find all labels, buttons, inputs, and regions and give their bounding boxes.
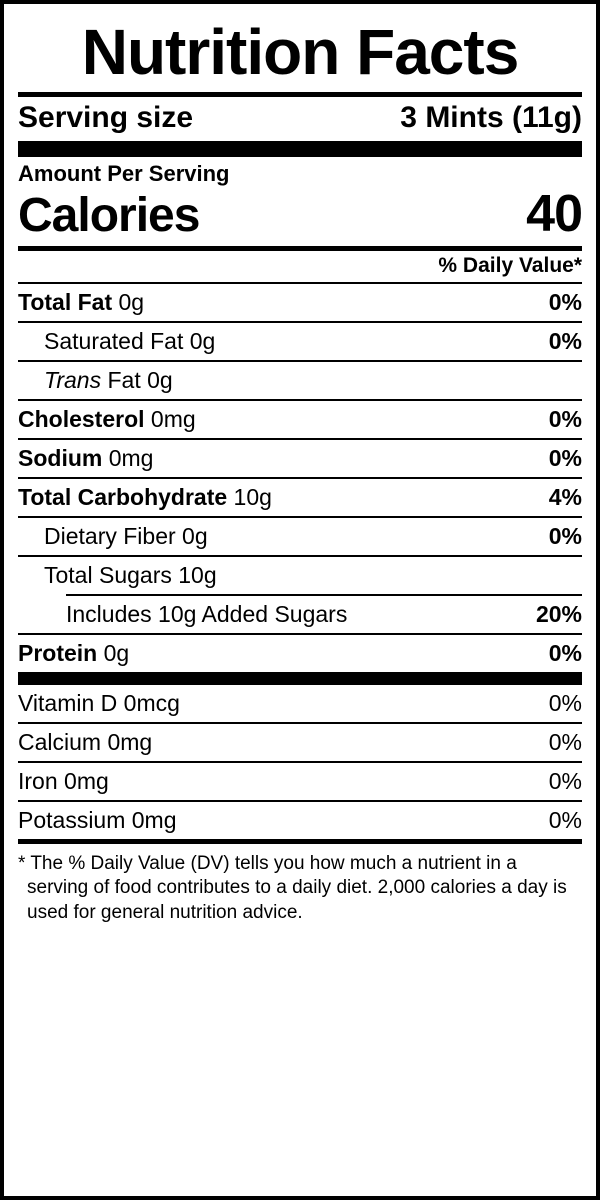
nutrient-amount-total-fat: 0g	[118, 288, 145, 315]
divider-thick-top	[18, 141, 582, 157]
nutrient-name-trans-fat	[44, 367, 173, 394]
vitamin-name-calcium: Calcium 0mg	[18, 728, 153, 755]
nutrient-label-trans: Trans	[44, 366, 102, 393]
vitamin-row-iron	[18, 761, 582, 800]
nutrient-amount-dietary-fiber: 0g	[182, 522, 208, 549]
divider-thick-vitamins	[18, 672, 582, 685]
nutrient-name-sodium	[18, 445, 153, 472]
nutrient-row-added-sugars	[66, 594, 582, 633]
nutrient-dv-dietary-fiber: 0%	[548, 522, 582, 549]
vitamin-dv-iron: 0%	[548, 767, 582, 794]
nutrient-dv-cholesterol: 0%	[548, 405, 582, 432]
nutrient-row-protein	[18, 633, 582, 672]
nutrient-dv-total-carbohydrate: 4%	[548, 483, 582, 510]
nutrient-row-total-sugars	[18, 555, 582, 594]
nutrient-label-cholesterol: Cholesterol	[18, 405, 145, 432]
nutrient-label-sodium: Sodium	[18, 444, 103, 471]
nutrient-amount-saturated-fat: 0g	[189, 327, 216, 354]
nutrient-dv-total-fat: 0%	[548, 288, 582, 315]
serving-size-label: Serving size	[18, 101, 194, 134]
serving-size-value: 3 Mints (11g)	[400, 101, 582, 134]
nutrient-amount-total-carbohydrate: 10g	[233, 483, 272, 510]
daily-value-header: % Daily Value*	[438, 253, 582, 277]
nutrient-name-dietary-fiber	[44, 523, 208, 550]
calories-label: Calories	[18, 189, 200, 243]
nutrient-row-sodium	[18, 438, 582, 477]
nutrient-label-total-sugars: Total Sugars	[44, 561, 172, 588]
nutrient-row-total-carbohydrate	[18, 477, 582, 516]
nutrient-amount-protein: 0g	[103, 639, 130, 666]
nutrient-amount-trans-fat: Fat 0g	[107, 366, 173, 393]
vitamin-name-iron: Iron 0mg	[18, 767, 109, 794]
serving-size-row	[18, 97, 582, 141]
vitamin-dv-calcium: 0%	[548, 728, 582, 755]
nutrient-amount-sodium: 0mg	[108, 444, 154, 471]
nutrient-amount-cholesterol: 0mg	[150, 405, 196, 432]
vitamin-dv-vitamin-d: 0%	[548, 689, 582, 716]
nutrient-dv-protein: 0%	[548, 639, 582, 666]
nutrient-label-saturated-fat: Saturated Fat	[44, 327, 184, 354]
vitamin-dv-potassium: 0%	[548, 806, 582, 833]
nutrient-dv-added-sugars: 20%	[535, 600, 582, 627]
label-title: Nutrition Facts	[81, 16, 519, 88]
nutrient-name-added-sugars: Includes 10g Added Sugars	[66, 600, 348, 627]
nutrient-row-trans-fat	[18, 360, 582, 399]
nutrient-name-cholesterol	[18, 406, 196, 433]
nutrient-name-total-carbohydrate	[18, 484, 272, 511]
nutrient-dv-saturated-fat: 0%	[548, 327, 582, 354]
nutrient-dv-sodium: 0%	[548, 444, 582, 471]
nutrient-name-total-fat	[18, 289, 144, 316]
vitamin-name-potassium: Potassium 0mg	[18, 806, 177, 833]
nutrient-label-protein: Protein	[18, 639, 98, 666]
nutrient-amount-total-sugars: 10g	[178, 561, 217, 588]
nutrient-name-total-sugars	[44, 562, 217, 589]
nutrient-name-saturated-fat	[44, 328, 215, 355]
nutrient-row-cholesterol	[18, 399, 582, 438]
daily-value-footnote: * The % Daily Value (DV) tells you how much a nutrient in a serving of food contributes to a daily diet. 2,000 calories a day is used for general nutrition advice.	[18, 852, 567, 923]
nutrient-label-dietary-fiber: Dietary Fiber	[44, 522, 176, 549]
nutrient-name-protein	[18, 640, 129, 667]
vitamin-row-potassium	[18, 800, 582, 839]
vitamin-row-vitamin-d	[18, 685, 582, 722]
nutrient-label-total-carbohydrate: Total Carbohydrate	[18, 483, 228, 510]
nutrient-row-dietary-fiber	[18, 516, 582, 555]
vitamin-name-vitamin-d: Vitamin D 0mcg	[18, 689, 180, 716]
nutrient-row-total-fat	[18, 282, 582, 321]
calories-value: 40	[526, 185, 582, 243]
amount-per-serving-label: Amount Per Serving	[18, 161, 230, 186]
nutrient-label-total-fat: Total Fat	[18, 288, 113, 315]
nutrient-row-saturated-fat	[18, 321, 582, 360]
calories-row	[18, 187, 582, 246]
vitamin-row-calcium	[18, 722, 582, 761]
